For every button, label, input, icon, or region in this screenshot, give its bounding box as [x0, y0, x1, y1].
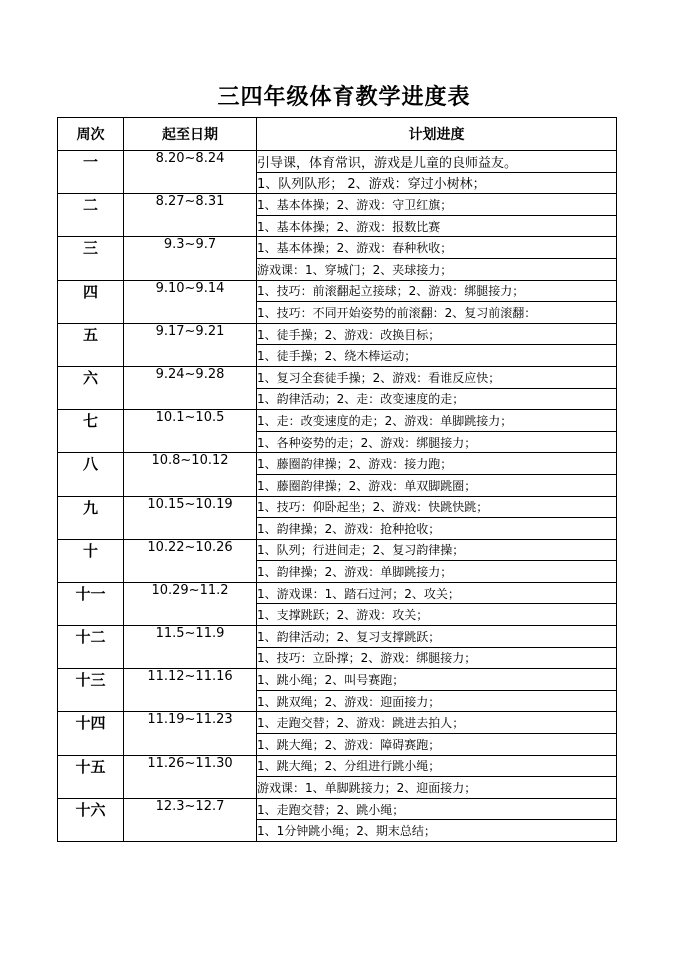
table-row: [58, 151, 617, 173]
table-row: [58, 194, 617, 216]
plan-line-cell: 1、基本体操；2、游戏：报数比赛: [257, 215, 617, 237]
date-range-cell: 10.1~10.5: [124, 410, 257, 453]
plan-line-cell: 1、徒手操；2、绕木棒运动；: [257, 345, 617, 367]
date-range-cell: 9.17~9.21: [124, 323, 257, 366]
plan-line-cell: 1、跳大绳；2、分组进行跳小绳；: [257, 755, 617, 777]
table-row: [58, 669, 617, 691]
week-cell: 五: [58, 323, 124, 366]
plan-line-cell: 1、技巧：立卧撑；2、游戏：绑腿接力；: [257, 647, 617, 669]
week-cell: 十: [58, 539, 124, 582]
week-cell: 十二: [58, 626, 124, 669]
plan-line-cell: 1、走：改变速度的走；2、游戏：单脚跳接力；: [257, 410, 617, 432]
plan-line-cell: 1、技巧：不同开始姿势的前滚翻：2、复习前滚翻：: [257, 302, 617, 324]
plan-line-cell: 1、韵律活动；2、走：改变速度的走；: [257, 388, 617, 410]
plan-line-cell: 1、队列队形； 2、游戏：穿过小树林；: [257, 172, 617, 194]
date-range-cell: 9.24~9.28: [124, 366, 257, 409]
plan-line-cell: 1、跳大绳；2、游戏：障碍赛跑；: [257, 734, 617, 756]
date-range-cell: 9.10~9.14: [124, 280, 257, 323]
plan-line-cell: 1、基本体操；2、游戏：春种秋收；: [257, 237, 617, 259]
date-range-cell: 12.3~12.7: [124, 798, 257, 841]
week-cell: 四: [58, 280, 124, 323]
plan-line-cell: 1、技巧：仰卧起坐；2、游戏：快跳快跳；: [257, 496, 617, 518]
week-cell: 十一: [58, 582, 124, 625]
plan-line-cell: 1、支撑跳跃；2、游戏：攻关；: [257, 604, 617, 626]
plan-line-cell: 1、各种姿势的走；2、游戏：绑腿接力；: [257, 431, 617, 453]
date-range-cell: 10.29~11.2: [124, 582, 257, 625]
plan-line-cell: 1、走跑交替；2、游戏：跳进去拍人；: [257, 712, 617, 734]
schedule-table: [57, 117, 617, 842]
schedule-body: [58, 151, 617, 842]
plan-line-cell: 1、跳双绳；2、游戏：迎面接力；: [257, 690, 617, 712]
date-range-cell: 10.22~10.26: [124, 539, 257, 582]
plan-line-cell: 1、藤圈韵律操；2、游戏：接力跑；: [257, 453, 617, 475]
table-row: [58, 237, 617, 259]
date-range-cell: 10.8~10.12: [124, 453, 257, 496]
week-cell: 九: [58, 496, 124, 539]
table-row: [58, 496, 617, 518]
plan-line-cell: 1、复习全套徒手操；2、游戏：看谁反应快；: [257, 366, 617, 388]
table-row: [58, 626, 617, 648]
table-row: [58, 712, 617, 734]
week-cell: 八: [58, 453, 124, 496]
plan-line-cell: 1、队列；行进间走；2、复习韵律操；: [257, 539, 617, 561]
plan-line-cell: 1、走跑交替；2、跳小绳；: [257, 798, 617, 820]
plan-line-cell: 1、跳小绳；2、叫号赛跑；: [257, 669, 617, 691]
week-cell: 六: [58, 366, 124, 409]
table-row: [58, 280, 617, 302]
date-range-cell: 9.3~9.7: [124, 237, 257, 280]
week-cell: 二: [58, 194, 124, 237]
week-cell: 七: [58, 410, 124, 453]
date-range-cell: 11.12~11.16: [124, 669, 257, 712]
week-cell: 十六: [58, 798, 124, 841]
plan-line-cell: 1、技巧：前滚翻起立接球；2、游戏：绑腿接力；: [257, 280, 617, 302]
page-title: 三四年级体育教学进度表: [217, 85, 471, 110]
plan-line-cell: 1、1分钟跳小绳；2、期末总结；: [257, 820, 617, 842]
table-row: [58, 798, 617, 820]
table-row: [58, 755, 617, 777]
plan-line-cell: 游戏课：1、穿城门；2、夹球接力；: [257, 258, 617, 280]
table-row: [58, 366, 617, 388]
week-cell: 十三: [58, 669, 124, 712]
plan-line-cell: 1、韵律操；2、游戏：单脚跳接力；: [257, 561, 617, 583]
date-range-cell: 8.20~8.24: [124, 151, 257, 194]
plan-line-cell: 1、徒手操；2、游戏：改换目标；: [257, 323, 617, 345]
week-cell: 一: [58, 151, 124, 194]
table-row: [58, 453, 617, 475]
plan-line-cell: 1、游戏课：1、踏石过河；2、攻关；: [257, 582, 617, 604]
table-row: [58, 323, 617, 345]
table-row: [58, 582, 617, 604]
date-range-cell: 8.27~8.31: [124, 194, 257, 237]
date-range-cell: 11.5~11.9: [124, 626, 257, 669]
header-dates: 起至日期: [124, 118, 257, 151]
date-range-cell: 11.26~11.30: [124, 755, 257, 798]
plan-line-cell: 游戏课：1、单脚跳接力；2、迎面接力；: [257, 777, 617, 799]
header-plan: 计划进度: [257, 118, 617, 151]
table-header-row: [58, 118, 617, 151]
plan-line-cell: 1、韵律活动；2、复习支撑跳跃；: [257, 626, 617, 648]
table-row: [58, 410, 617, 432]
plan-line-cell: 1、藤圈韵律操；2、游戏：单双脚跳圈；: [257, 474, 617, 496]
plan-line-cell: 1、基本体操；2、游戏：守卫红旗；: [257, 194, 617, 216]
week-cell: 三: [58, 237, 124, 280]
header-week: 周次: [58, 118, 124, 151]
week-cell: 十五: [58, 755, 124, 798]
plan-line-cell: 1、韵律操；2、游戏：抢种抢收；: [257, 518, 617, 540]
date-range-cell: 11.19~11.23: [124, 712, 257, 755]
week-cell: 十四: [58, 712, 124, 755]
date-range-cell: 10.15~10.19: [124, 496, 257, 539]
table-row: [58, 539, 617, 561]
plan-line-cell: 引导课，体育常识，游戏是儿童的良师益友。: [257, 151, 617, 173]
